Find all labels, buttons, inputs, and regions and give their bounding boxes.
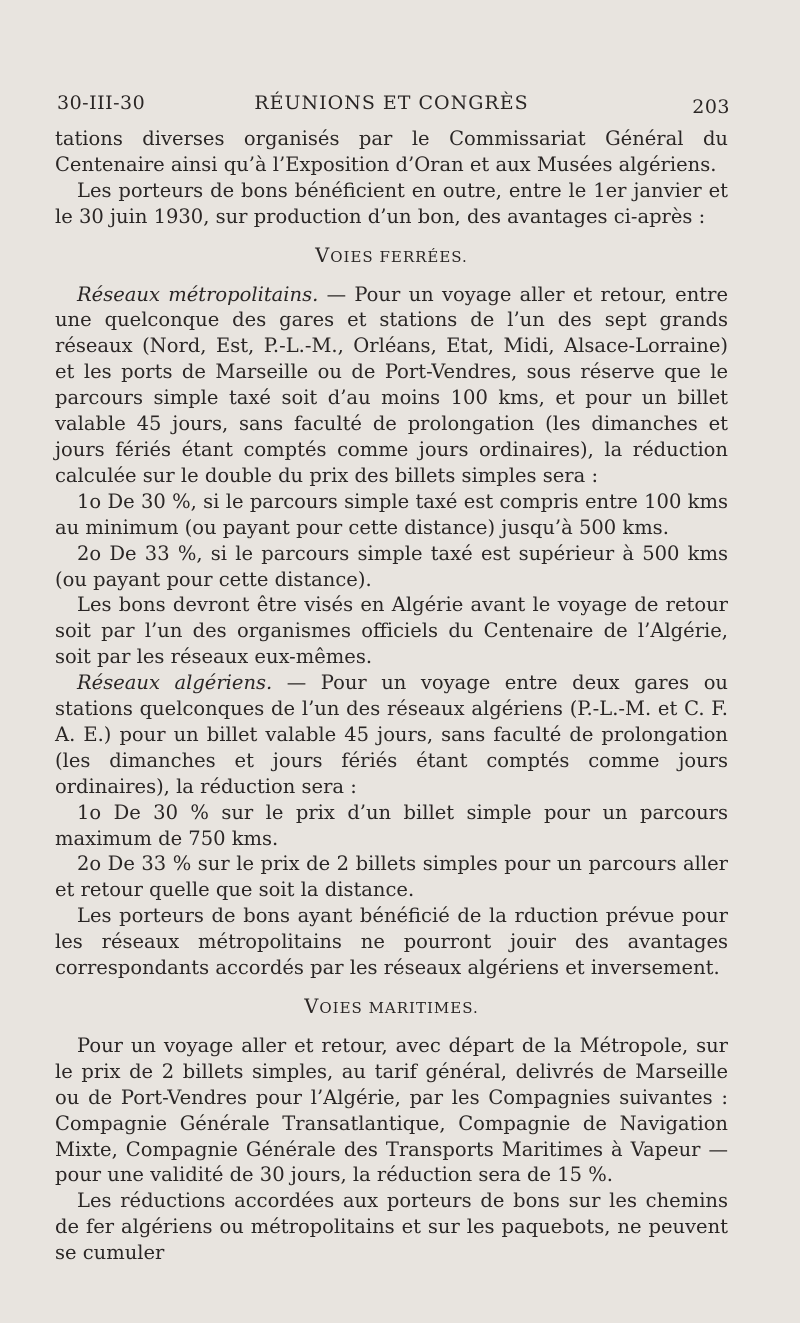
header-title: RÉUNIONS ET CONGRÈS xyxy=(254,92,529,114)
paragraph-lead: Réseaux algériens. xyxy=(77,671,273,695)
paragraph-item-1: 1o De 30 %, si le parcours simple taxé est compris entre 100 kms au minimum (ou payant pour cette distance) jusqu’à 500 kms. xyxy=(55,489,728,539)
paragraph-bons-vises: Les bons devront être visés en Algérie avant le voyage de retour soit par l’un des organismes officiels du Centenaire de l’Algérie, soit par les réseaux eux-mêmes. xyxy=(55,593,728,669)
section-initial: V xyxy=(315,243,331,267)
paragraph-text: — Pour un voyage aller et retour, entre une quelconque des gares et stations de l’un des sept grands réseaux (Nord, Est, P.-L.-M., Orléans, Etat, Midi, Alsace-Lorraine) et les ports de Marseille ou de Port-Vendres, sous réserve que le parcours simple taxé soit d’au moins 100 kms, et pour un billet valable 45 jours, sans faculté de prolongation (les dimanches et jours fériés étant comptés comme jours ordinaires), la réduction calculée sur le double du prix des billets simples sera : xyxy=(55,282,728,487)
paragraph-lead: Réseaux métropolitains. xyxy=(77,282,319,306)
paragraph-reseaux-algeriens xyxy=(55,670,728,800)
paragraph-item-1-algerie: 1o De 30 % sur le prix d’un billet simple pour un parcours maximum de 750 kms. xyxy=(55,800,728,850)
paragraph-text: — Pour un voyage entre deux gares ou stations quelconques de l’un des réseaux algériens (P.-L.-M. et C. F. A. E.) pour un billet valable 45 jours, sans faculté de prolongation (les dimanches et jours fériés étant comptés comme jours ordinaires), la réduction sera : xyxy=(55,671,728,798)
paragraph-reductions: Les réductions accordées aux porteurs de bons sur les chemins de fer algériens ou métropolitains et sur les paquebots, ne peuvent se cumuler xyxy=(55,1189,728,1265)
section-rest: OIES MARITIMES. xyxy=(319,999,479,1017)
page-number: 203 xyxy=(692,96,730,118)
paragraph-item-2: 2o De 33 %, si le parcours simple taxé est supérieur à 500 kms (ou payant pour cette distance). xyxy=(55,541,728,591)
paragraph-voyage-maritime: Pour un voyage aller et retour, avec départ de la Métropole, sur le prix de 2 billets simples, au tarif général, delivrés de Marseille ou de Port-Vendres pour l’Algérie, par les Compagnies suivantes : Compagnie Générale Transatlantique, Compagnie de Navigation Mixte, Compagnie Générale des Transports Maritimes à Vapeur — pour une validité de 30 jours, la réduction sera de 15 %. xyxy=(55,1033,728,1187)
running-head xyxy=(55,92,728,126)
paragraph-porteurs: Les porteurs de bons ayant bénéficié de la rduction prévue pour les réseaux métropolitains ne pourront jouir des avantages correspondants accordés par les réseaux algériens et inversement. xyxy=(55,904,728,980)
paragraph-reseaux-metropolitains xyxy=(55,282,728,489)
paragraph-2: Les porteurs de bons bénéficient en outre, entre le 1er janvier et le 30 juin 1930, sur production d’un bon, des avantages ci-après : xyxy=(55,178,728,228)
paragraph-1: tations diverses organisés par le Commissariat Général du Centenaire ainsi qu’à l’Exposition d’Oran et aux Musées algériens. xyxy=(55,127,728,176)
header-date: 30-III-30 xyxy=(57,92,146,114)
paragraph-item-2-algerie: 2o De 33 % sur le prix de 2 billets simples pour un parcours aller et retour quelle que soit la distance. xyxy=(55,852,728,902)
section-title-voies-maritimes xyxy=(55,994,728,1022)
section-title-voies-ferrees xyxy=(55,243,728,271)
section-rest: OIES FERRÉES. xyxy=(330,247,468,266)
page-body xyxy=(55,126,728,1266)
section-initial: V xyxy=(304,995,320,1018)
